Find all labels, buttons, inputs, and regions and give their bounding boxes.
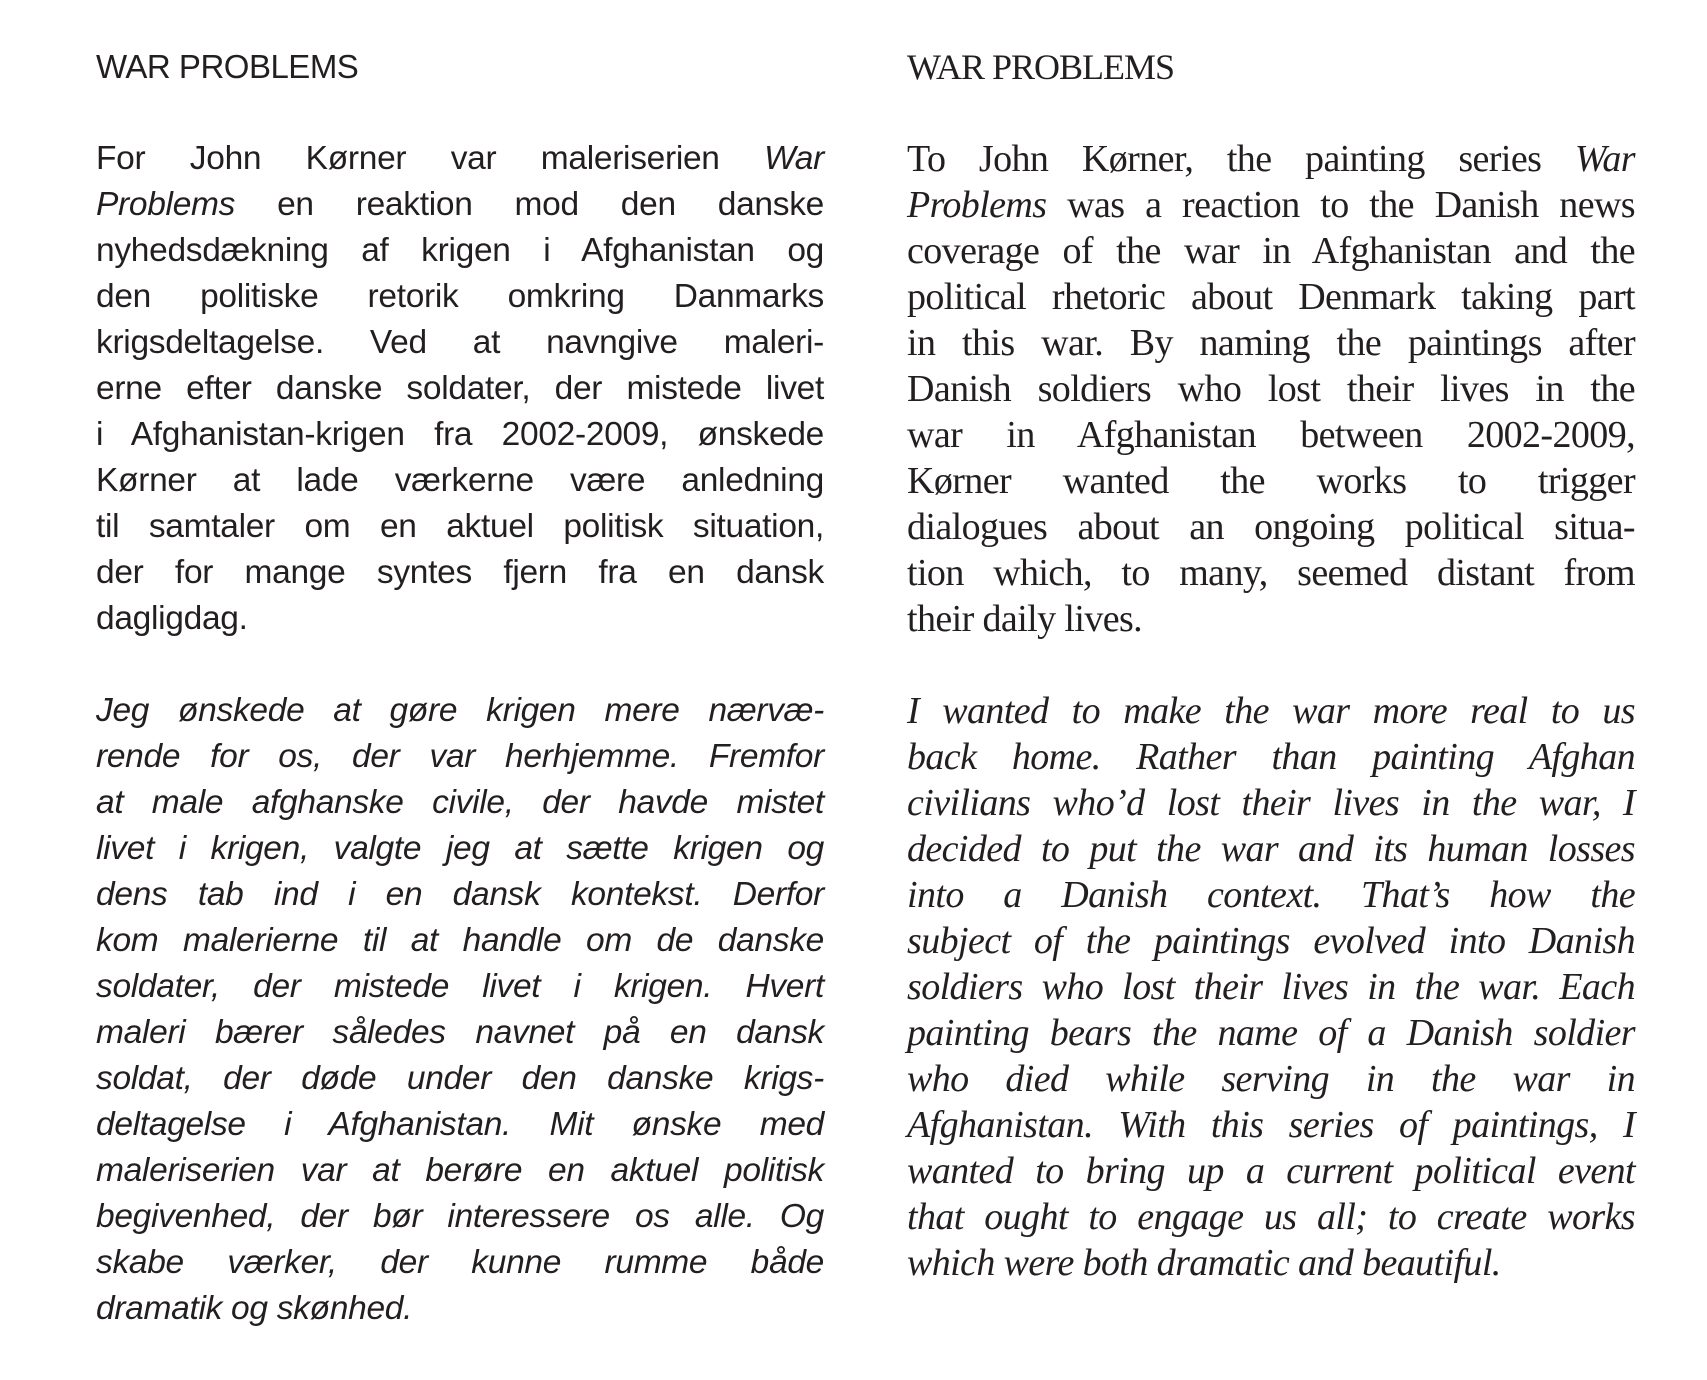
text-line: in this war. By naming the paintings after	[907, 322, 1635, 364]
text-line: erne efter danske soldater, der mistede livet	[96, 370, 824, 407]
text-line: nyhedsdækning af krigen i Afghanistan og	[96, 232, 824, 269]
quote-line: I wanted to make the war more real to us	[907, 690, 1635, 732]
quote-line: maleri bærer således navnet på en dansk	[96, 1014, 824, 1051]
text-line: coverage of the war in Afghanistan and the	[907, 230, 1635, 272]
quote-line: deltagelse i Afghanistan. Mit ønske med	[96, 1106, 824, 1143]
text-line: dialogues about an ongoing political situa-	[907, 506, 1635, 548]
quote-line: wanted to bring up a current political event	[907, 1150, 1635, 1192]
quote-line: maleriserien var at berøre en aktuel politisk	[96, 1152, 824, 1189]
text-line: Problems en reaktion mod den danske	[96, 186, 824, 223]
quote-line: dramatik og skønhed.	[96, 1290, 413, 1327]
title-italic: War	[1574, 138, 1635, 180]
quote-line: which were both dramatic and beautiful.	[907, 1242, 1501, 1284]
danish-intro-paragraph	[96, 136, 824, 642]
text-line: Danish soldiers who lost their lives in the	[907, 368, 1635, 410]
quote-line: painting bears the name of a Danish soldier	[907, 1012, 1635, 1054]
quote-line: dens tab ind i en dansk kontekst. Derfor	[96, 876, 824, 913]
text-line: dagligdag.	[96, 600, 248, 637]
quote-line: civilians who’d lost their lives in the war, I	[907, 782, 1635, 824]
quote-line: soldiers who lost their lives in the war. Each	[907, 966, 1635, 1008]
quote-line: into a Danish context. That’s how the	[907, 874, 1635, 916]
quote-line: rende for os, der var herhjemme. Fremfor	[96, 738, 824, 775]
text-line: der for mange syntes fjern fra en dansk	[96, 554, 824, 591]
text-line: For John Kørner var maleriserien War	[96, 140, 824, 177]
title-italic: War	[764, 140, 824, 177]
quote-line: back home. Rather than painting Afghan	[907, 736, 1635, 778]
danish-heading: WAR PROBLEMS	[96, 48, 359, 85]
english-intro-paragraph	[907, 136, 1635, 642]
danish-quote-paragraph	[96, 688, 824, 1332]
quote-line: soldater, der mistede livet i krigen. Hvert	[96, 968, 824, 1005]
quote-line: begivenhed, der bør interessere os alle. Og	[96, 1198, 824, 1235]
text-line: war in Afghanistan between 2002-2009,	[907, 414, 1635, 456]
text-line: krigsdeltagelse. Ved at navngive maleri-	[96, 324, 824, 361]
text-line: To John Kørner, the painting series War	[907, 138, 1635, 180]
text-line: their daily lives.	[907, 598, 1143, 640]
quote-line: that ought to engage us all; to create works	[907, 1196, 1635, 1238]
title-italic: Problems	[96, 186, 236, 223]
text-line: political rhetoric about Denmark taking part	[907, 276, 1635, 318]
quote-line: Jeg ønskede at gøre krigen mere nærvæ-	[96, 692, 824, 729]
quote-line: at male afghanske civile, der havde mistet	[96, 784, 824, 821]
text-line: den politiske retorik omkring Danmarks	[96, 278, 824, 315]
text-line: til samtaler om en aktuel politisk situation,	[96, 508, 824, 545]
english-quote-paragraph	[907, 688, 1635, 1286]
english-heading: WAR PROBLEMS	[907, 47, 1175, 87]
quote-line: who died while serving in the war in	[907, 1058, 1635, 1100]
quote-line: kom malerierne til at handle om de danske	[96, 922, 824, 959]
text-line: tion which, to many, seemed distant from	[907, 552, 1635, 594]
quote-line: skabe værker, der kunne rumme både	[96, 1244, 824, 1281]
quote-line: decided to put the war and its human losses	[907, 828, 1635, 870]
quote-line: Afghanistan. With this series of paintings, I	[907, 1104, 1635, 1146]
text-line: Kørner at lade værkerne være anledning	[96, 462, 824, 499]
quote-line: subject of the paintings evolved into Danish	[907, 920, 1635, 962]
english-column	[907, 44, 1635, 1332]
text-line: i Afghanistan-krigen fra 2002-2009, ønskede	[96, 416, 824, 453]
quote-line: livet i krigen, valgte jeg at sætte krigen og	[96, 830, 824, 867]
text-line: Problems was a reaction to the Danish news	[907, 184, 1635, 226]
danish-column	[96, 44, 824, 1378]
title-italic: Problems	[907, 184, 1047, 226]
text-line: Kørner wanted the works to trigger	[907, 460, 1635, 502]
quote-line: soldat, der døde under den danske krigs-	[96, 1060, 824, 1097]
